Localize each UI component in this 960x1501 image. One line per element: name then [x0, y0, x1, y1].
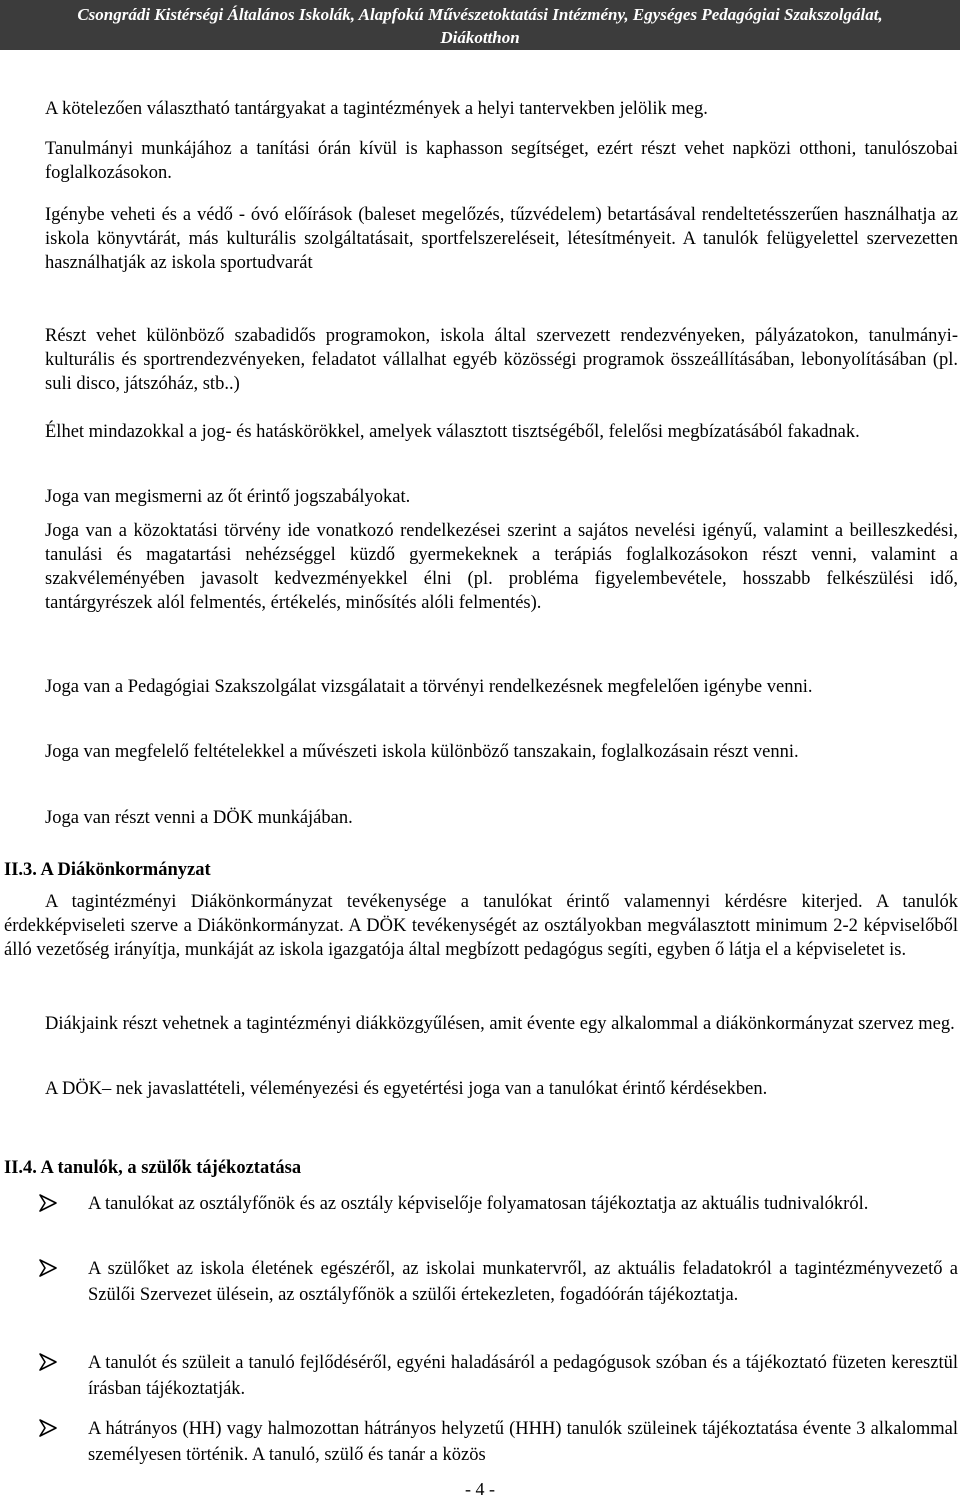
paragraph: Diákjaink részt vehetnek a tagintézményi diákközgyűlésen, amit évente egy alkalommal a diákönkormányzat szervez meg.: [45, 1014, 955, 1034]
section-heading: II.4. A tanulók, a szülők tájékoztatása: [4, 1158, 302, 1178]
arrowhead-bullet-icon: [38, 1258, 58, 1278]
header-title: [0, 3, 960, 49]
arrowhead-bullet-icon: [38, 1352, 58, 1372]
list-item-text: A tanulókat az osztályfőnök és az osztály képviselője folyamatosan tájékoztatja az aktuális tudnivalókról.: [88, 1194, 869, 1214]
list-item-text: A szülőket az iskola életének egészéről, az iskolai munkatervről, az aktuális feladatokról a tagintézményvezető a Szülői Szervezet ülésein, az osztályfőnök a szülői értekezleten, fogadóórán tájékoztatja.: [88, 1259, 958, 1305]
paragraph: Joga van a Pedagógiai Szakszolgálat vizsgálatait a törvényi rendelkezésnek megfelelően igénybe venni.: [45, 677, 813, 697]
paragraph: A kötelezően választható tantárgyakat a tagintézmények a helyi tantervekben jelölik meg.: [45, 99, 708, 119]
page-number: - 4 -: [465, 1479, 495, 1499]
header-line-1: Csongrádi Kistérségi Általános Iskolák, Alapfokú Művészetoktatási Intézmény, Egységes Pedagógiai Szakszolgálat,: [77, 5, 883, 24]
paragraph: A tagintézményi Diákönkormányzat tevékenysége a tanulókat érintő valamennyi kérdésre kiterjed. A tanulók érdekképviseleti szerve a Diákönkormányzat. A DÖK tevékenységét az osztályokban megválasztott minimum 2-2 képviselőből álló vezetőség irányítja, munkáját az iskola igazgatója által megbízott pedagógus segíti, egyben ő látja el a képviseletet is.: [4, 892, 958, 960]
paragraph: Tanulmányi munkájához a tanítási órán kívül is kaphasson segítséget, ezért részt vehet napközi otthoni, tanulószobai foglalkozásokon.: [45, 139, 958, 183]
paragraph: Joga van megismerni az őt érintő jogszabályokat.: [45, 487, 411, 507]
header-line-2: Diákotthon: [440, 28, 520, 47]
paragraph: A DÖK– nek javaslattételi, véleményezési és egyetértési joga van a tanulókat érintő kérdésekben.: [45, 1079, 768, 1099]
arrowhead-bullet-icon: [38, 1193, 58, 1213]
section-heading: II.3. A Diákönkormányzat: [4, 860, 211, 880]
paragraph: Joga van megfelelő feltételekkel a művészeti iskola különböző tanszakain, foglalkozásain részt venni.: [45, 742, 799, 762]
paragraph: Élhet mindazokkal a jog- és hatáskörökkel, amelyek választott tisztségéből, felelősi megbízatásából fakadnak.: [45, 422, 860, 442]
paragraph: Joga van a közoktatási törvény ide vonatkozó rendelkezései szerint a sajátos nevelési igényű, valamint a beilleszkedési, tanulási és magatartási nehézséggel küzdő gyermekeknek a terápiás foglalkozásokon részt venni, valamint a szakvéleményében javasolt kedvezményekkel élni (pl. probléma figyelembevétele, hosszabb felkészülési idő, tantárgyrészek alól felmentés, értékelés, minősítés alóli felmentés).: [45, 521, 958, 613]
list-item-text: A hátrányos (HH) vagy halmozottan hátrányos helyzetű (HHH) tanulók szüleinek tájékoztatása évente 3 alkalommal személyesen történik. A tanuló, szülő és tanár a közös: [88, 1419, 958, 1465]
paragraph: Joga van részt venni a DÖK munkájában.: [45, 808, 353, 828]
paragraph: Részt vehet különböző szabadidős programokon, iskola által szervezett rendezvényeken, pályázatokon, tanulmányi-kulturális és sportrendezvényeken, feladatot vállalhat egyéb közösségi programok összeállításában, lebonyolításában (pl. suli disco, játszóház, stb..): [45, 326, 958, 394]
arrowhead-bullet-icon: [38, 1418, 58, 1438]
list-item-text: A tanulót és szüleit a tanuló fejlődéséről, egyéni haladásáról a pedagógusok szóban és a tájékoztató füzeten keresztül írásban tájékoztatják.: [88, 1353, 958, 1399]
paragraph: Igénybe veheti és a védő - óvó előírások (baleset megelőzés, tűzvédelem) betartásával rendeltetésszerűen használhatja az iskola könyvtárát, más kulturális szolgáltatásait, sportfelszereléseit, létesítményeit. A tanulók felügyelettel szervezetten használhatják az iskola sportudvarát: [45, 205, 958, 273]
